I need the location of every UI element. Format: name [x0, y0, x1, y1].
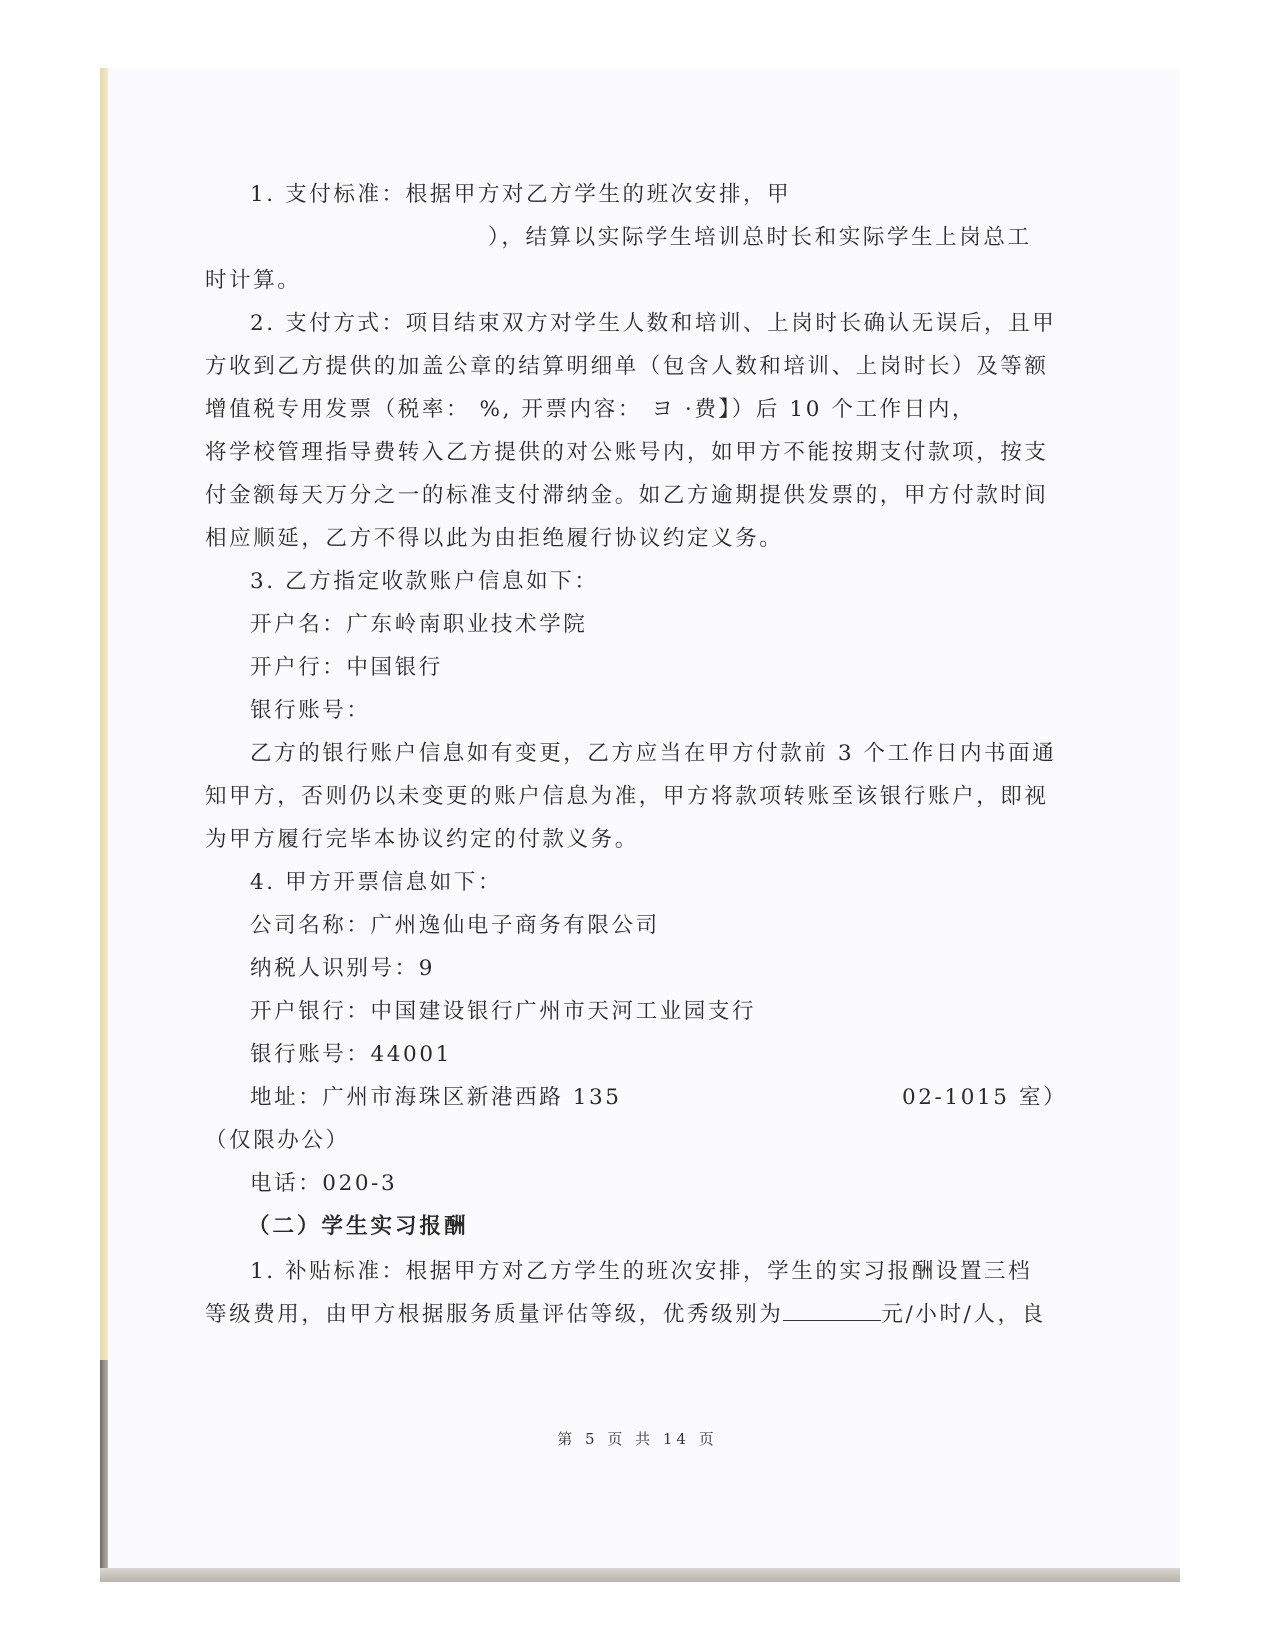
invoice-phone: 电话：020-3: [250, 1171, 398, 1196]
subsidy-line-2: [205, 1300, 1046, 1330]
subsidy-line-2-text: 等级费用，由甲方根据服务质量评估等级，优秀级别为: [205, 1302, 784, 1327]
account-change-line-3: 为甲方履行完毕本协议约定的付款义务。: [205, 827, 639, 852]
clause-2-line-6: 相应顺延，乙方不得以此为由拒绝履行协议约定义务。: [205, 526, 784, 551]
invoice-bank: 开户银行：中国建设银行广州市天河工业园支行: [250, 999, 757, 1024]
account-name: 开户名：广东岭南职业技术学院: [250, 612, 588, 637]
clause-2-line-1: 2. 支付方式：项目结束双方对学生人数和培训、上岗时长确认无误后，且甲: [250, 311, 1057, 336]
desk-edge-left: [100, 68, 108, 1578]
account-bank: 开户行：中国银行: [250, 655, 443, 680]
page-footer: 第 5 页 共 14 页: [557, 1430, 718, 1448]
clause-2-line-5: 付金额每天万分之一的标准支付滞纳金。如乙方逾期提供发票的，甲方付款时间: [205, 483, 1049, 508]
account-change-line-1: 乙方的银行账户信息如有变更，乙方应当在甲方付款前 3 个工作日内书面通: [250, 741, 1057, 766]
account-change-line-2: 知甲方，否则仍以未变更的账户信息为准，甲方将款项转账至该银行账户，即视: [205, 784, 1049, 809]
invoice-address-room: 02-1015 室）: [902, 1085, 1068, 1110]
subsidy-line-2-unit: 元/小时/人，良: [881, 1302, 1046, 1327]
clause-2-line-2: 方收到乙方提供的加盖公章的结算明细单（包含人数和培训、上岗时长）及等额: [205, 354, 1049, 379]
subsidy-line-1: 1. 补贴标准：根据甲方对乙方学生的班次安排，学生的实习报酬设置三档: [250, 1259, 1033, 1284]
clause-1-line-1: 1. 支付标准：根据甲方对乙方学生的班次安排，甲: [250, 182, 792, 207]
invoice-account-number: 银行账号：44001: [250, 1042, 452, 1067]
section-heading-student-pay: （二）学生实习报酬: [248, 1214, 469, 1239]
desk-edge-bottom: [100, 1568, 1180, 1582]
clause-4-heading: 4. 甲方开票信息如下：: [250, 870, 503, 895]
clause-1-line-2: ），结算以实际学生培训总时长和实际学生上岗总工: [488, 225, 1032, 250]
invoice-tax-id: 纳税人识别号：9: [250, 956, 435, 981]
invoice-address: 地址：广州市海珠区新港西路 135: [250, 1085, 622, 1110]
invoice-address-note: （仅限办公）: [205, 1128, 350, 1153]
invoice-company-name: 公司名称：广州逸仙电子商务有限公司: [250, 913, 660, 938]
clause-2-line-4: 将学校管理指导费转入乙方提供的对公账号内，如甲方不能按期支付款项，按支: [205, 440, 1049, 465]
clause-2-line-3: 增值税专用发票（税率： %, 开票内容： ヨ ·费】）后 10 个工作日内，: [205, 397, 977, 422]
clause-1-line-3: 时计算。: [205, 268, 302, 293]
excellent-rate-blank: [783, 1302, 881, 1321]
account-number: 银行账号：: [250, 698, 371, 723]
clause-3-heading: 3. 乙方指定收款账户信息如下：: [250, 569, 599, 594]
